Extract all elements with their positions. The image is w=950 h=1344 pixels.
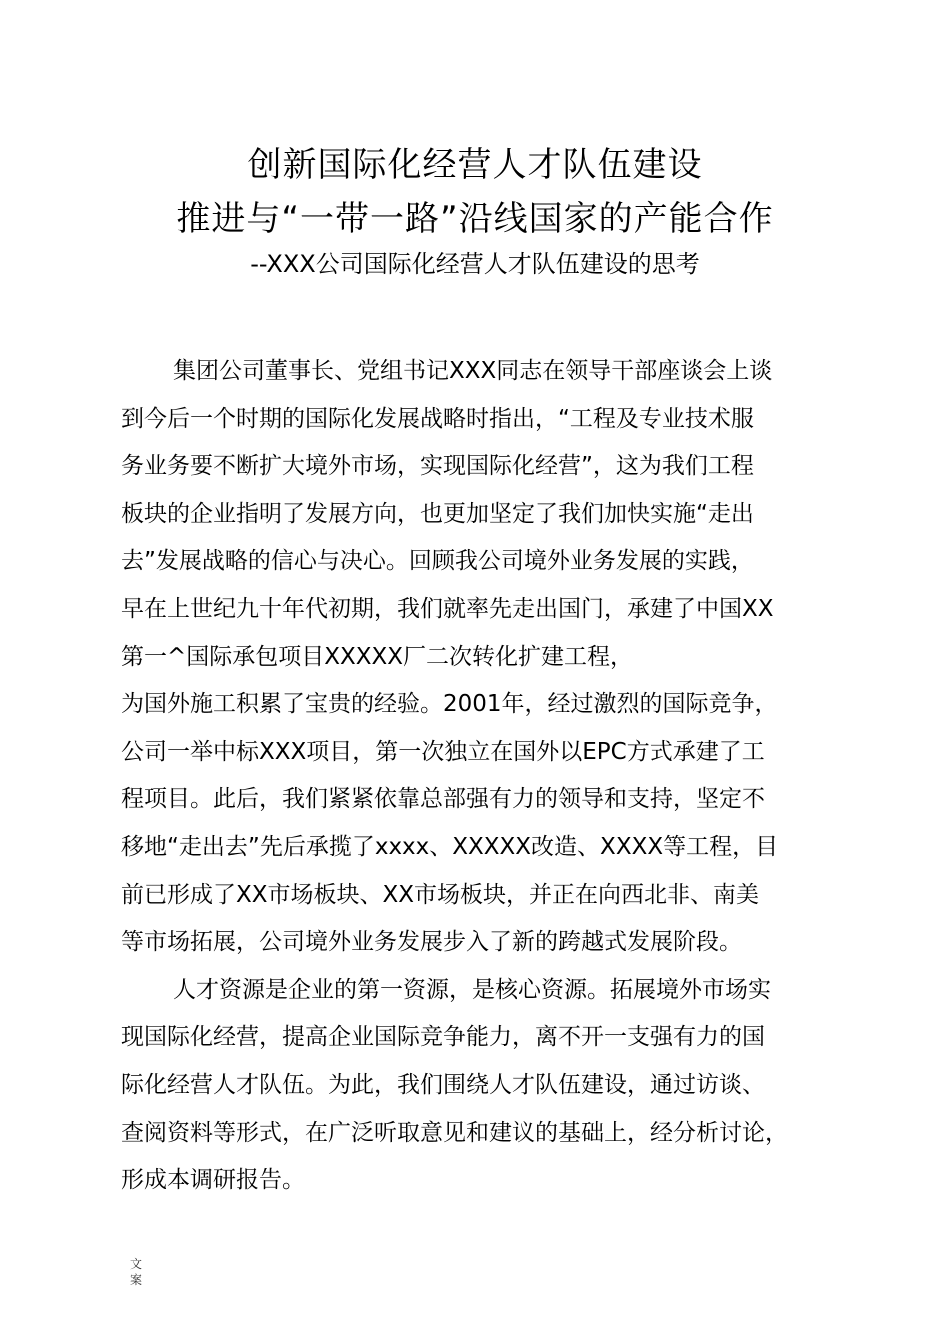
title-line-2: 推进与“一带一路”沿线国家的产能合作 (176, 199, 774, 239)
paragraph-1-line: 板块的企业指明了发展方向，也更加坚定了我们加快实施“走出 (121, 500, 754, 527)
paragraph-1-line: 务业务要不断扩大境外市场，实现国际化经营”，这为我们工程 (121, 453, 754, 480)
paragraph-1-line: 移地“走出去”先后承揽了xxxx、XXXXX改造、XXXX等工程，目 (121, 833, 779, 860)
body-text (121, 348, 851, 1205)
paragraph-1-line: 去”发展战略的信心与决心。回顾我公司境外业务发展的实践， (121, 548, 754, 575)
paragraph-2-line: 现国际化经营，提高企业国际竞争能力，离不开一支强有力的国 (121, 1024, 765, 1051)
paragraph-1-line: 为国外施工积累了宝贵的经验。2001年，经过激烈的国际竞争， (121, 691, 778, 718)
footer-mark: 文案 (130, 1257, 143, 1287)
paragraph-1-line: 早在上世纪九十年代初期，我们就率先走出国门，承建了中国XX (121, 595, 774, 622)
paragraph-2-line: 查阅资料等形式，在广泛听取意见和建议的基础上，经分析讨论， (121, 1119, 788, 1146)
paragraph-1-line: 第一^国际承包项目XXXXX厂二次转化扩建工程， (121, 643, 634, 670)
subtitle: --XXX公司国际化经营人才队伍建设的思考 (250, 250, 700, 278)
paragraph-1-line: 前已形成了XX市场板块、XX市场板块，并正在向西北非、南美 (121, 881, 760, 908)
title-block (0, 138, 950, 282)
title-line-1: 创新国际化经营人才队伍建设 (247, 145, 703, 185)
paragraph-2-line: 形成本调研报告。 (121, 1167, 305, 1194)
paragraph-1-line: 到今后一个时期的国际化发展战略时指出，“工程及专业技术服 (121, 405, 754, 432)
paragraph-2-line: 人才资源是企业的第一资源，是核心资源。拓展境外市场实 (173, 976, 771, 1003)
paragraph-1-line: 公司一举中标XXX项目，第一次独立在国外以EPC方式承建了工 (121, 738, 765, 765)
paragraph-1-line: 集团公司董事长、党组书记XXX同志在领导干部座谈会上谈 (173, 358, 773, 384)
paragraph-1-line: 程项目。此后，我们紧紧依靠总部强有力的领导和支持，坚定不 (121, 786, 765, 813)
paragraph-2-line: 际化经营人才队伍。为此，我们围绕人才队伍建设，通过访谈、 (121, 1071, 765, 1098)
paragraph-1-line: 等市场拓展，公司境外业务发展步入了新的跨越式发展阶段。 (121, 929, 742, 956)
